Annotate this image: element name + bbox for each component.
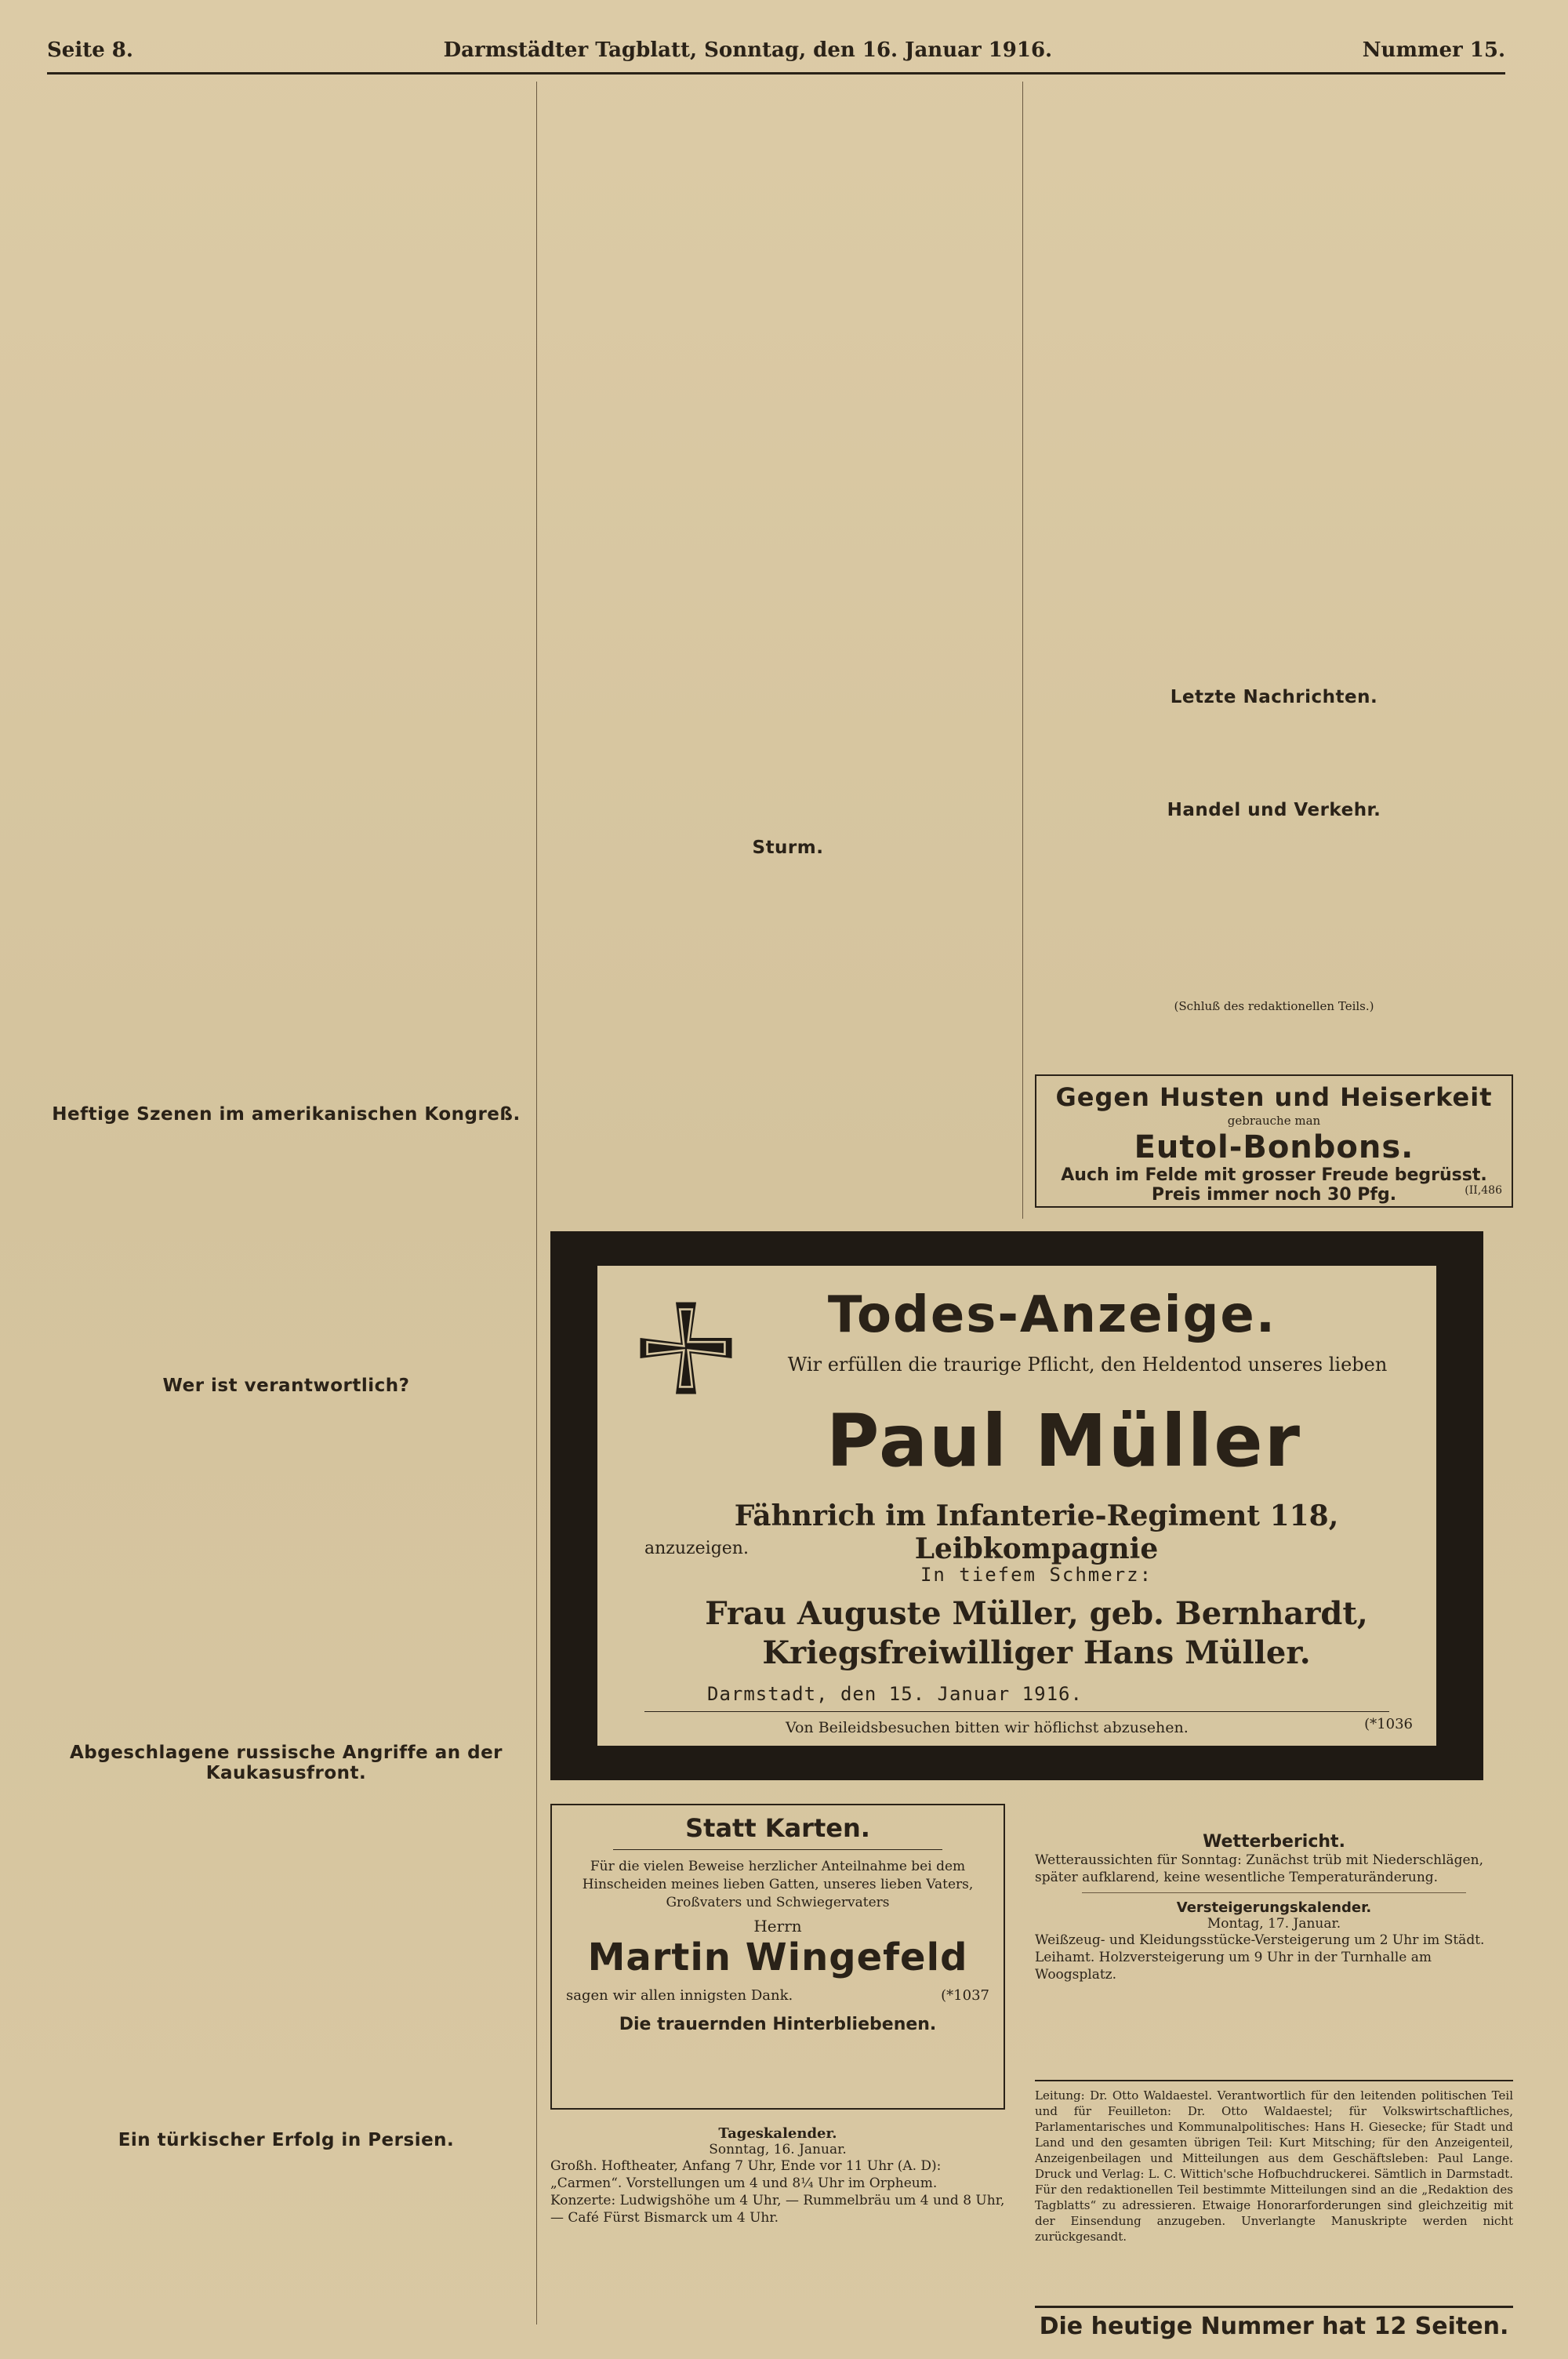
- ad-brand: Eutol-Bonbons.: [1134, 1129, 1414, 1165]
- karten-body: Für die vielen Beweise herzlicher Anteilnahme bei dem Hinscheiden meines lieben Gatten, unseres lieben Vaters, Großvaters und Schwiegervaters: [582, 1859, 974, 1910]
- heading-kongress: Heftige Szenen im amerikanischen Kongreß.: [52, 1104, 521, 1125]
- heading-kaukasus: Abgeschlagene russische Angriffe an der Kaukasusfront.: [69, 1743, 503, 1783]
- header-rule: [47, 72, 1505, 75]
- ad-sub: gebrauche man: [1227, 1114, 1321, 1128]
- death-notice-inner: [597, 1266, 1436, 1746]
- wetter-sep: [1082, 1892, 1466, 1893]
- verst-date: Montag, 17. Januar.: [1207, 1916, 1341, 1932]
- ad-line-2: Preis immer noch 30 Pfg.: [1151, 1185, 1397, 1205]
- karten-herr: Herrn: [753, 1917, 802, 1936]
- tageskal-date: Sonntag, 16. Januar.: [709, 2142, 847, 2157]
- tageskal-body: Großh. Hoftheater, Anfang 7 Uhr, Ende vor 11 Uhr (A. D): „Carmen“. Vorstellungen um 4 und 8¼ Uhr im Orpheum. Konzerte: Ludwigshöhe um 4 Uhr, — Rummelbräu um 4 und 8 Uhr, — Café Fürst Bismarck um 4 Uhr.: [550, 2158, 1005, 2226]
- death-place-date: Darmstadt, den 15. Januar 1916.: [707, 1683, 1083, 1705]
- death-rank: Fähnrich im Infanterie-Regiment 118, Leibkompagnie: [734, 1499, 1339, 1565]
- death-mourner-1: Frau Auguste Müller, geb. Bernhardt,: [705, 1595, 1368, 1632]
- death-lead: Wir erfüllen die traurige Pflicht, den Heldentod unseres lieben: [787, 1354, 1388, 1376]
- column-1: [47, 82, 525, 2155]
- death-schmerz: In tiefem Schmerz:: [920, 1564, 1153, 1586]
- wetter-body: Wetteraussichten für Sonntag: Zunächst trüb mit Niederschlägen, später aufklarend, keine wesentliche Temperaturänderung.: [1035, 1852, 1483, 1885]
- verst-title: Versteigerungskalender.: [1176, 1899, 1372, 1916]
- karten-rule: [613, 1849, 942, 1850]
- verst-body: Weißzeug- und Kleidungsstücke-Versteigerung um 2 Uhr im Städt. Leihamt. Holzversteigerung um 9 Uhr in der Turnhalle am Woogsplatz.: [1035, 1932, 1485, 1983]
- tageskal-title: Tageskalender.: [718, 2125, 837, 2142]
- death-title: Todes-Anzeige.: [827, 1286, 1277, 1344]
- ad-eutol-bonbons: [1035, 1074, 1513, 1208]
- karten-ref: (*1037: [941, 1987, 989, 2004]
- death-beileid: Von Beileidsbesuchen bitten wir höflichst abzusehen.: [786, 1719, 1189, 1736]
- ad-ref: (II,486: [1465, 1184, 1502, 1197]
- heading-persien: Ein türkischer Erfolg in Persien.: [118, 2130, 455, 2150]
- wetter-title: Wetterbericht.: [1203, 1832, 1345, 1852]
- versteigerungskalender: [1035, 1899, 1513, 1983]
- page-footer: Die heutige Nummer hat 12 Seiten.: [1035, 2306, 1513, 2344]
- karten-dank-line: [566, 1987, 989, 2004]
- tageskalender: [550, 2125, 1005, 2226]
- column-2: [549, 82, 1027, 863]
- masthead: Darmstädter Tagblatt, Sonntag, den 16. Januar 1916.: [443, 38, 1053, 62]
- wetterbericht: [1035, 1832, 1513, 1983]
- death-anzeigen: anzuzeigen.: [644, 1539, 749, 1558]
- heading-sturm: Sturm.: [752, 838, 824, 858]
- statt-karten-notice: [550, 1804, 1005, 2110]
- death-mourner-2: Kriegsfreiwilliger Hans Müller.: [762, 1634, 1311, 1671]
- karten-title: Statt Karten.: [685, 1813, 870, 1843]
- iron-cross-icon: [635, 1297, 737, 1399]
- issue-number: Nummer 15.: [1362, 38, 1505, 62]
- death-ref: (*1036: [1364, 1716, 1413, 1732]
- karten-signoff: Die trauernden Hinterbliebenen.: [619, 2015, 937, 2034]
- column-3: [1035, 82, 1513, 1016]
- karten-dank: sagen wir allen innigsten Dank.: [566, 1987, 793, 2004]
- death-notice: [550, 1231, 1483, 1780]
- heading-verantwortlich: Wer ist verantwortlich?: [162, 1376, 410, 1396]
- heading-handel: Handel und Verkehr.: [1167, 800, 1381, 820]
- death-rule: [644, 1711, 1389, 1712]
- heading-letzte-nachrichten: Letzte Nachrichten.: [1170, 687, 1378, 707]
- ad-headline: Gegen Husten und Heiserkeit: [1055, 1082, 1493, 1112]
- closing-note: (Schluß des redaktionellen Teils.): [1174, 999, 1374, 1013]
- impressum-body: Leitung: Dr. Otto Waldaestel. Verantwortlich für den leitenden politischen Teil und für Feuilleton: Dr. Otto Waldaestel; für Volkswirtschaftliches, Parlamentarisches und Kommunalpolitisches: Hans H. Giesecke; für Stadt und Land und den gesamten übrigen Teil: Kurt Mitsching; für den Anzeigenteil, Anzeigenbeilagen und Mitteilungen aus dem Geschäftsleben: Paul Lange. Druck und Verlag: L. C. Wittich'sche Hofbuchdruckerei. Sämtlich in Darmstadt. Für den redaktionellen Teil bestimmte Mitteilungen sind an die „Redaktion des Tagblatts“ zu adressieren. Etwaige Honorarforderungen sind gleichzeitig mit der Einsendung anzugeben. Unverlangte Manuskripte werden nicht zurückgesandt.: [1035, 2088, 1513, 2244]
- page-header: [47, 35, 1505, 66]
- impressum: [1035, 2080, 1513, 2245]
- column-rule-1: [536, 82, 537, 2324]
- death-name: Paul Müller: [826, 1399, 1301, 1483]
- karten-name: Martin Wingefeld: [587, 1936, 968, 1979]
- ad-line-1: Auch im Felde mit grosser Freude begrüsst.: [1061, 1165, 1487, 1185]
- page-number: Seite 8.: [47, 38, 133, 62]
